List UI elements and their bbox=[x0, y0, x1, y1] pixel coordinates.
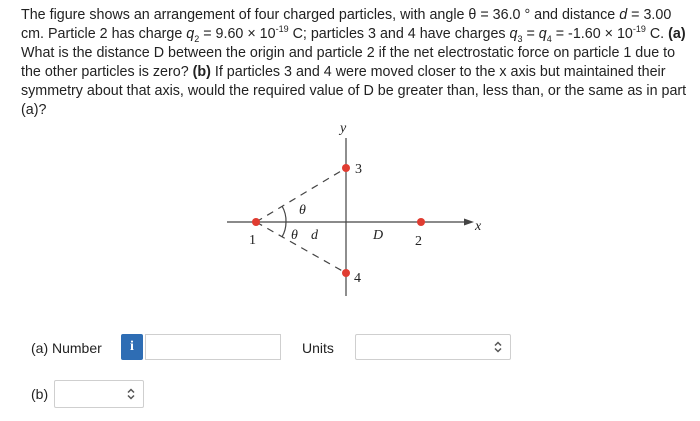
particle-arrangement-figure bbox=[222, 118, 502, 298]
particle-2 bbox=[417, 218, 425, 226]
units-label: Units bbox=[302, 340, 334, 356]
particle-1-label: 1 bbox=[249, 233, 256, 248]
answer-row-b bbox=[0, 380, 700, 410]
angle-arc-lower bbox=[282, 222, 286, 237]
x-axis-arrow bbox=[464, 219, 474, 226]
dashed-line-1-to-4 bbox=[256, 222, 346, 273]
part-a-label: (a) Number bbox=[31, 340, 102, 356]
particle-3-label: 3 bbox=[355, 162, 362, 177]
distance-D-label: D bbox=[373, 228, 384, 243]
particle-4 bbox=[342, 269, 350, 277]
particle-2-label: 2 bbox=[415, 234, 422, 249]
angle-arc-upper bbox=[282, 206, 286, 222]
units-select[interactable] bbox=[355, 334, 511, 360]
chevron-up-down-icon bbox=[494, 341, 502, 353]
theta-upper-label: θ bbox=[299, 203, 306, 218]
y-axis-label: y bbox=[340, 121, 347, 136]
question-text: The figure shows an arrangement of four charged particles, with angle θ = 36.0 ° and distance d = 3.00 cm. Particle 2 has charge $q_2 = 9.60 \times 10^{-19}$ C; particles 3 and 4 have charges $q_3 = q_4 = -1.60 \times 10^{-19}$ C. (a) What is the distance D between the origin and particle 2 if the net electrostatic force on particle 1 due to the other particles is zero? (b) If particles 3 and 4 were moved closer to the x axis but maintained their symmetry about that axis, would the required value of D be greater than, less than, or the same as in part (a)? bbox=[21, 7, 687, 118]
particle-1 bbox=[252, 218, 260, 226]
number-input[interactable] bbox=[145, 334, 281, 360]
particle-3 bbox=[342, 164, 350, 172]
part-b-select[interactable] bbox=[54, 380, 144, 408]
distance-d-label: d bbox=[311, 228, 318, 243]
particle-4-label: 4 bbox=[354, 271, 361, 286]
info-icon[interactable]: i bbox=[121, 334, 143, 360]
chevron-up-down-icon bbox=[127, 388, 135, 400]
theta-lower-label: θ bbox=[291, 228, 298, 243]
part-b-label: (b) bbox=[31, 386, 49, 402]
answer-row-a bbox=[0, 332, 700, 364]
x-axis-label: x bbox=[475, 219, 482, 234]
